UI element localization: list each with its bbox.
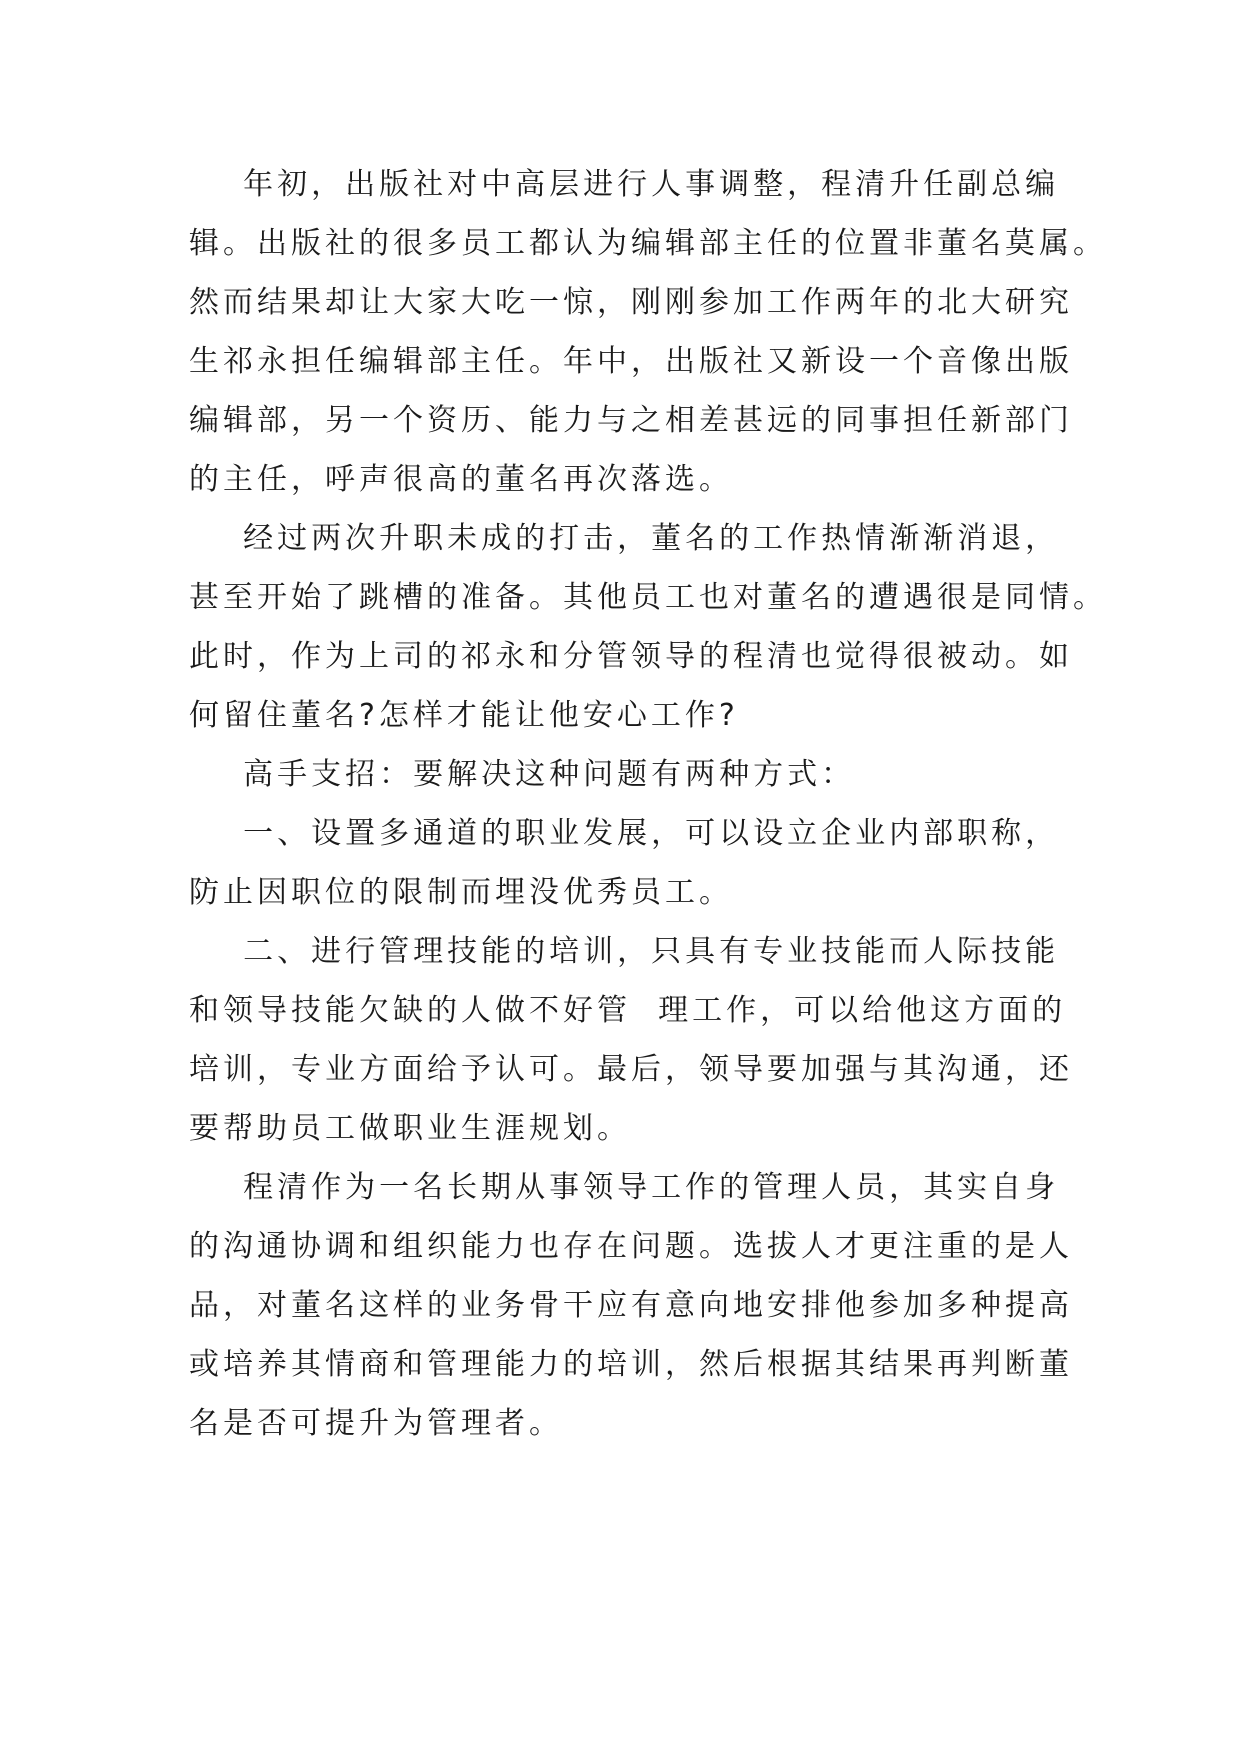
text-line: 和领导技能欠缺的人做不好管 理工作，可以给他这方面的 [189, 993, 1067, 1028]
text-line: 何留住董名?怎样才能让他安心工作? [189, 698, 739, 733]
text-line: 生祁永担任编辑部主任。年中，出版社又新设一个音像出版 [189, 344, 1073, 379]
text-line: 的沟通协调和组织能力也存在问题。选拔人才更注重的是人 [189, 1229, 1073, 1264]
text-line: 高手支招：要解决这种问题有两种方式： [189, 757, 856, 792]
text-line: 程清作为一名长期从事领导工作的管理人员，其实自身 [189, 1170, 1060, 1205]
text-line: 经过两次升职未成的打击，董名的工作热情渐渐消退， [189, 521, 1060, 556]
text-line: 甚至开始了跳槽的准备。其他员工也对董名的遭遇很是同情。 [189, 580, 1107, 615]
text-line: 培训，专业方面给予认可。最后，领导要加强与其沟通，还 [189, 1052, 1073, 1087]
text-line: 要帮助员工做职业生涯规划。 [189, 1111, 631, 1146]
text-line: 名是否可提升为管理者。 [189, 1406, 563, 1441]
text-line: 的主任，呼声很高的董名再次落选。 [189, 462, 733, 497]
text-line: 一、设置多通道的职业发展，可以设立企业内部职称， [189, 816, 1060, 851]
text-line: 二、进行管理技能的培训，只具有专业技能而人际技能 [189, 934, 1060, 969]
text-line: 编辑部，另一个资历、能力与之相差甚远的同事担任新部门 [189, 403, 1073, 438]
text-line: 然而结果却让大家大吃一惊，刚刚参加工作两年的北大研究 [189, 285, 1073, 320]
text-line: 品，对董名这样的业务骨干应有意向地安排他参加多种提高 [189, 1288, 1073, 1323]
text-line: 此时，作为上司的祁永和分管领导的程清也觉得很被动。如 [189, 639, 1073, 674]
text-line: 防止因职位的限制而埋没优秀员工。 [189, 875, 733, 910]
text-line: 年初，出版社对中高层进行人事调整，程清升任副总编 [189, 167, 1060, 202]
text-line: 或培养其情商和管理能力的培训，然后根据其结果再判断董 [189, 1347, 1073, 1382]
text-line: 辑。出版社的很多员工都认为编辑部主任的位置非董名莫属。 [189, 226, 1107, 261]
